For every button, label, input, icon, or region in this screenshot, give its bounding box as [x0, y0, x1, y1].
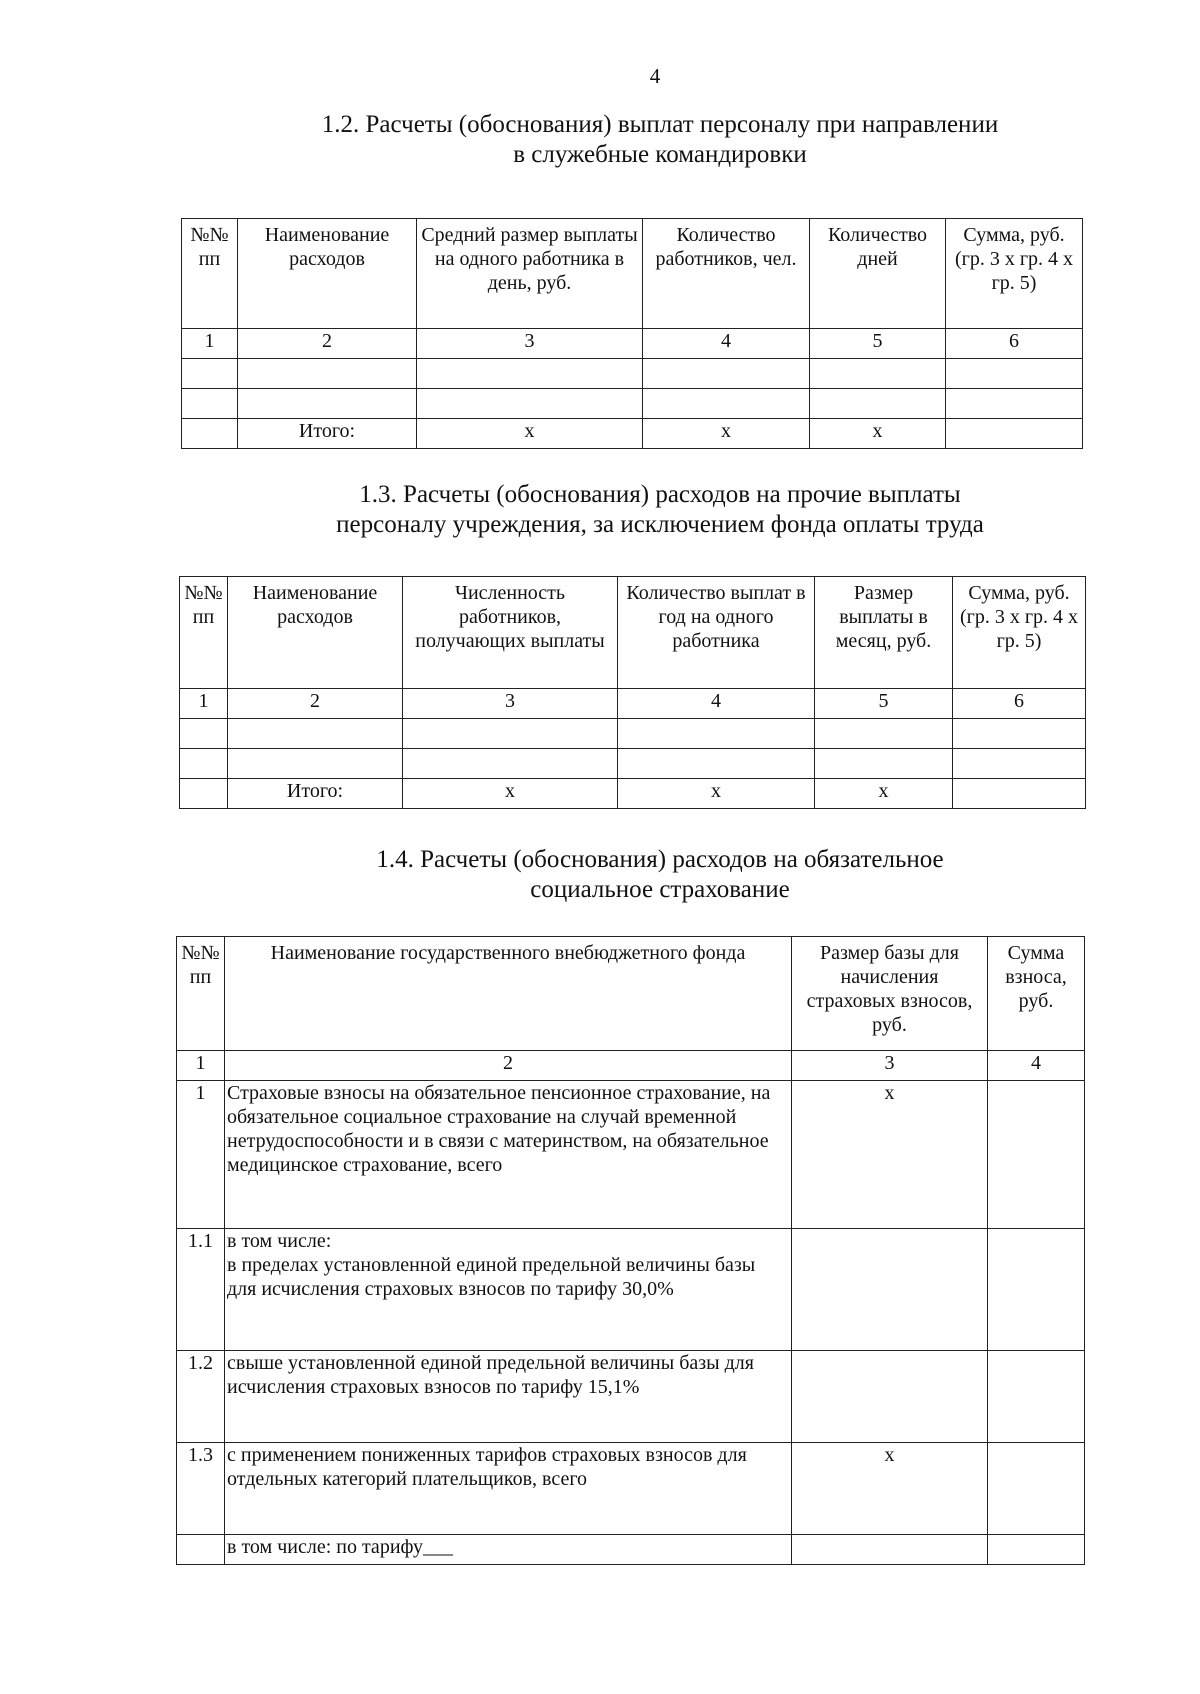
- column-number: 4: [618, 689, 815, 719]
- table-cell: [228, 749, 403, 779]
- row-base: [792, 1229, 988, 1351]
- header-cell: Сумма, руб. (гр. 3 х гр. 4 х гр. 5): [953, 577, 1086, 689]
- row-number: 1.3: [177, 1443, 225, 1535]
- header-cell: Количество выплат в год на одного работника: [618, 577, 815, 689]
- section-1-3-title-line2: персоналу учреждения, за исключением фонда оплаты труда: [336, 511, 984, 538]
- table-cell: [618, 749, 815, 779]
- header-cell: Размер базы для начисления страховых взносов, руб.: [792, 937, 988, 1051]
- section-1-4-title-line1: 1.4. Расчеты (обоснования) расходов на обязательное: [376, 846, 944, 873]
- row-name: в том числе: по тарифу___: [225, 1535, 792, 1565]
- header-cell: Количество дней: [810, 219, 946, 329]
- table-cell: [180, 749, 228, 779]
- column-number: 6: [946, 329, 1083, 359]
- table-header-row: [180, 577, 1086, 689]
- table-cell: [643, 389, 810, 419]
- table-cell: [417, 389, 643, 419]
- table-cell: [238, 389, 417, 419]
- table-cell: [403, 749, 618, 779]
- total-label: Итого:: [238, 419, 417, 449]
- table-header-row: [177, 937, 1085, 1051]
- section-1-2-title-line2: в служебные командировки: [513, 141, 807, 168]
- table-row: [177, 1443, 1085, 1535]
- row-base: х: [792, 1081, 988, 1229]
- table-cell: [182, 389, 238, 419]
- section-1-3-title-line1: 1.3. Расчеты (обоснования) расходов на прочие выплаты: [359, 481, 961, 508]
- table-cell: [946, 389, 1083, 419]
- table-social-insurance: [176, 936, 1085, 1565]
- table-cell: [182, 359, 238, 389]
- column-number: 4: [643, 329, 810, 359]
- table-cell: [815, 749, 953, 779]
- column-number: 2: [228, 689, 403, 719]
- table-cell: х: [618, 779, 815, 809]
- section-1-4-title: [180, 845, 1140, 905]
- table-row: [177, 1229, 1085, 1351]
- row-number: 1.1: [177, 1229, 225, 1351]
- column-number-row: [180, 689, 1086, 719]
- total-row: [182, 419, 1083, 449]
- column-number: 5: [815, 689, 953, 719]
- column-number: 5: [810, 329, 946, 359]
- column-number: 3: [417, 329, 643, 359]
- header-cell: Наименование расходов: [238, 219, 417, 329]
- column-number: 1: [182, 329, 238, 359]
- empty-row: [182, 389, 1083, 419]
- table-cell: [953, 719, 1086, 749]
- header-cell: Размер выплаты в месяц, руб.: [815, 577, 953, 689]
- column-number: 3: [403, 689, 618, 719]
- empty-row: [180, 749, 1086, 779]
- table-row: [177, 1535, 1085, 1565]
- header-cell: №№ пп: [180, 577, 228, 689]
- row-base: [792, 1535, 988, 1565]
- table-cell: [403, 719, 618, 749]
- column-number: 2: [225, 1051, 792, 1081]
- row-sum: [988, 1443, 1085, 1535]
- table-cell: х: [810, 419, 946, 449]
- section-1-2-title-line1: 1.2. Расчеты (обоснования) выплат персоналу при направлении: [321, 111, 999, 138]
- table-header-row: [182, 219, 1083, 329]
- header-cell: Наименование государственного внебюджетного фонда: [225, 937, 792, 1051]
- table-cell: [815, 719, 953, 749]
- row-sum: [988, 1351, 1085, 1443]
- column-number-row: [177, 1051, 1085, 1081]
- table-cell: [180, 719, 228, 749]
- row-sum: [988, 1229, 1085, 1351]
- column-number: 1: [180, 689, 228, 719]
- table-cell: [180, 779, 228, 809]
- row-sum: [988, 1081, 1085, 1229]
- column-number: 2: [238, 329, 417, 359]
- header-cell: Средний размер выплаты на одного работника в день, руб.: [417, 219, 643, 329]
- table-cell: [182, 419, 238, 449]
- header-cell: №№ пп: [177, 937, 225, 1051]
- table-business-trips: [181, 218, 1083, 449]
- table-cell: х: [403, 779, 618, 809]
- table-cell: х: [417, 419, 643, 449]
- empty-row: [182, 359, 1083, 389]
- header-cell: Сумма, руб. (гр. 3 х гр. 4 х гр. 5): [946, 219, 1083, 329]
- total-label: Итого:: [228, 779, 403, 809]
- header-cell: Сумма взноса, руб.: [988, 937, 1085, 1051]
- row-number: 1: [177, 1081, 225, 1229]
- row-number: [177, 1535, 225, 1565]
- section-1-3-title: [180, 480, 1140, 540]
- table-cell: [618, 719, 815, 749]
- row-base: [792, 1351, 988, 1443]
- table-cell: [643, 359, 810, 389]
- empty-row: [180, 719, 1086, 749]
- row-base: х: [792, 1443, 988, 1535]
- table-cell: [238, 359, 417, 389]
- table-row: [177, 1081, 1085, 1229]
- header-cell: Наименование расходов: [228, 577, 403, 689]
- row-sum: [988, 1535, 1085, 1565]
- column-number-row: [182, 329, 1083, 359]
- row-name: Страховые взносы на обязательное пенсионное страхование, на обязательное социальное страхование на случай временной нетрудоспособности и в связи с материнством, на обязательное медицинское страхование, всего: [225, 1081, 792, 1229]
- total-row: [180, 779, 1086, 809]
- row-name: с применением пониженных тарифов страховых взносов для отдельных категорий плательщиков, всего: [225, 1443, 792, 1535]
- row-name: в том числе: в пределах установленной единой предельной величины базы для исчисления страховых взносов по тарифу 30,0%: [225, 1229, 792, 1351]
- table-other-payments: [179, 576, 1086, 809]
- header-cell: №№ пп: [182, 219, 238, 329]
- column-number: 6: [953, 689, 1086, 719]
- table-cell: [953, 749, 1086, 779]
- table-cell: х: [815, 779, 953, 809]
- table-row: [177, 1351, 1085, 1443]
- table-cell: [953, 779, 1086, 809]
- column-number: 3: [792, 1051, 988, 1081]
- column-number: 1: [177, 1051, 225, 1081]
- column-number: 4: [988, 1051, 1085, 1081]
- header-cell: Численность работников, получающих выплаты: [403, 577, 618, 689]
- table-cell: [810, 359, 946, 389]
- header-cell: Количество работников, чел.: [643, 219, 810, 329]
- row-name: свыше установленной единой предельной величины базы для исчисления страховых взносов по тарифу 15,1%: [225, 1351, 792, 1443]
- row-number: 1.2: [177, 1351, 225, 1443]
- section-1-4-title-line2: социальное страхование: [530, 876, 790, 903]
- table-cell: [228, 719, 403, 749]
- table-cell: [946, 419, 1083, 449]
- table-cell: [417, 359, 643, 389]
- table-cell: х: [643, 419, 810, 449]
- table-cell: [946, 359, 1083, 389]
- page-number: 4: [649, 64, 661, 88]
- table-cell: [810, 389, 946, 419]
- section-1-2-title: [180, 110, 1140, 170]
